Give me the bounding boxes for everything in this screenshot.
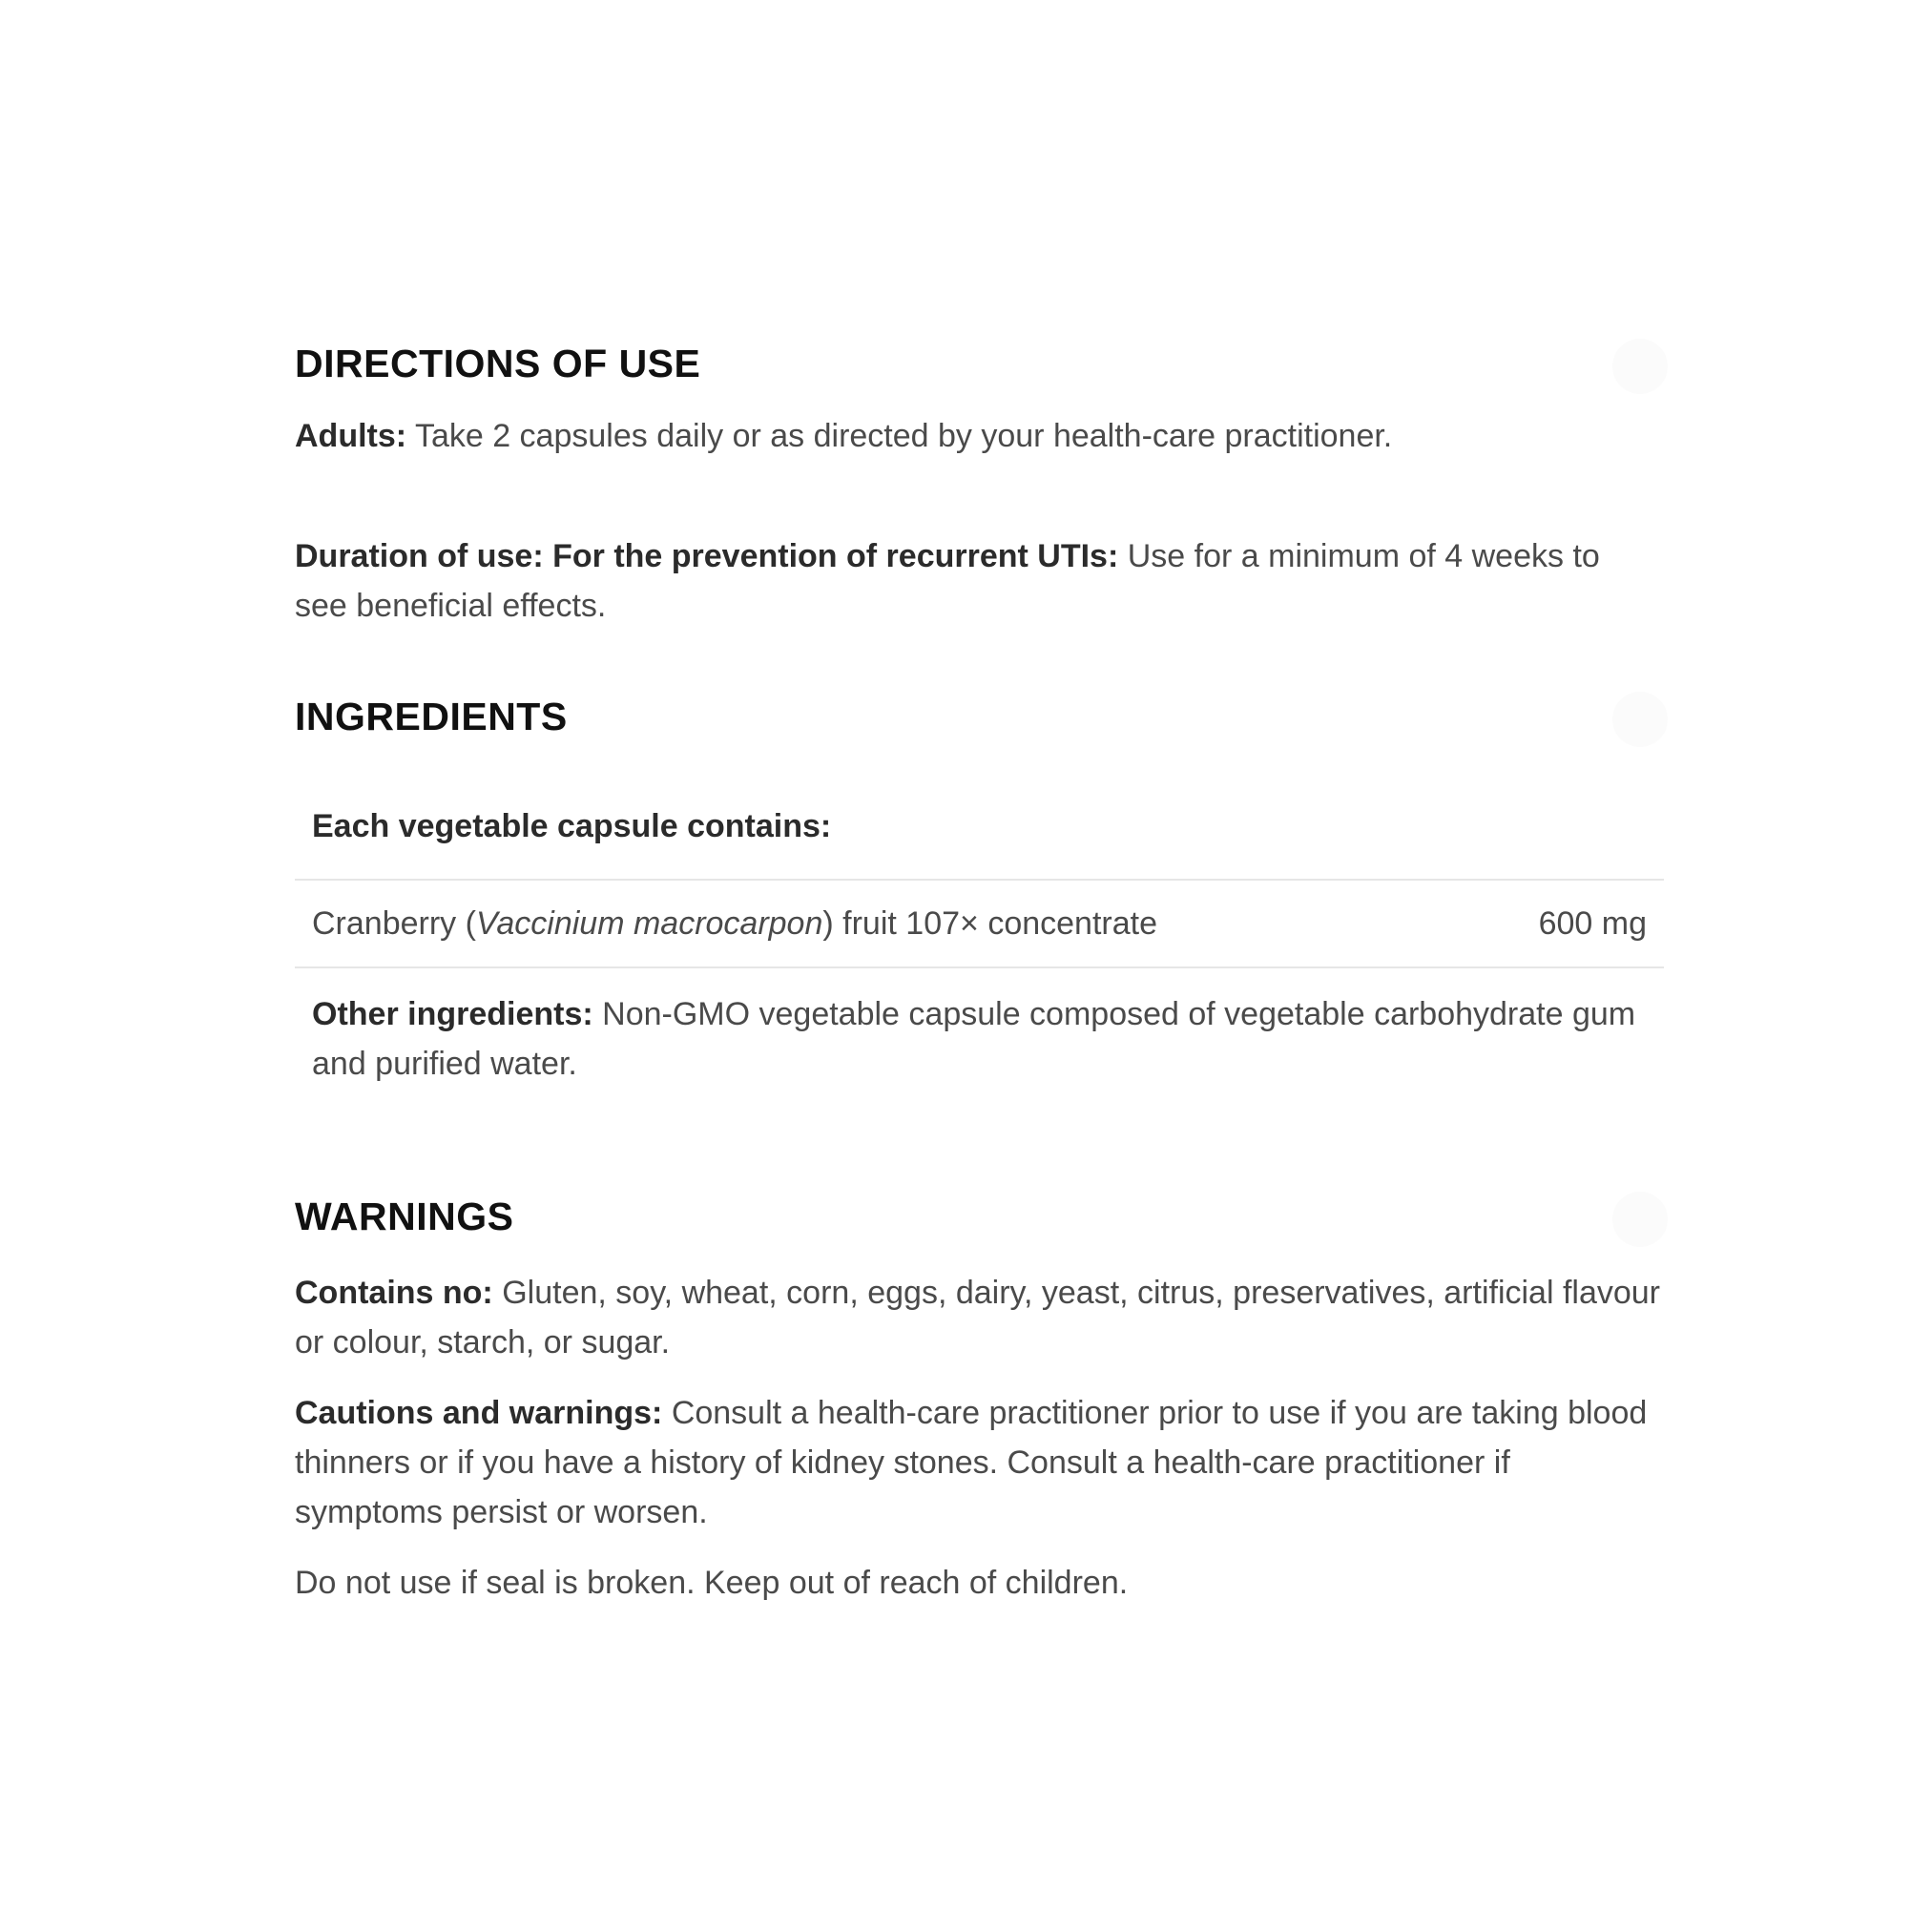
ingredient-name-suffix: ) fruit 107× concentrate xyxy=(822,904,1157,942)
adults-label: Adults: xyxy=(295,418,407,454)
directions-heading-text: DIRECTIONS OF USE xyxy=(295,342,701,385)
warnings-toggle-icon[interactable] xyxy=(1612,1192,1668,1247)
ingredient-latin-name: Vaccinium macrocarpon xyxy=(475,904,823,942)
ingredient-name-prefix: Cranberry ( xyxy=(312,904,476,942)
duration-of-use xyxy=(295,531,1659,631)
contains-no xyxy=(295,1268,1664,1367)
directions-heading xyxy=(295,339,1664,388)
ingredients-heading xyxy=(295,692,1664,741)
warnings-heading xyxy=(295,1192,1664,1241)
ingredients-table-header xyxy=(295,793,1664,881)
contains-no-text: Gluten, soy, wheat, corn, eggs, dairy, yeast, citrus, preservatives, artificial flavour or colour, starch, or sugar. xyxy=(295,1275,1661,1361)
cautions-and-warnings xyxy=(295,1388,1664,1537)
ingredients-heading-text: INGREDIENTS xyxy=(295,695,568,738)
duration-label: Duration of use: For the prevention of recurrent UTIs: xyxy=(295,538,1119,574)
ingredient-row xyxy=(295,881,1664,968)
table-header-text: Each vegetable capsule contains: xyxy=(312,807,832,844)
adults-text: Take 2 capsules daily or as directed by your health-care practitioner. xyxy=(414,418,1393,454)
ingredients-section xyxy=(295,692,1664,1089)
directions-section xyxy=(295,339,1664,631)
adults-dosage xyxy=(295,411,1664,461)
warnings-section xyxy=(295,1192,1664,1608)
other-ingredients-text: Non-GMO vegetable capsule composed of vegetable carbohydrate gum and purified water. xyxy=(312,996,1636,1082)
seal-warning: Do not use if seal is broken. Keep out of reach of children. xyxy=(295,1565,1129,1601)
ingredients-toggle-icon[interactable] xyxy=(1612,692,1668,747)
cautions-label: Cautions and warnings: xyxy=(295,1395,663,1431)
ingredient-name xyxy=(312,905,1157,943)
duration-text: Use for a minimum of 4 weeks to see beneficial effects. xyxy=(295,538,1600,624)
other-ingredients xyxy=(295,968,1664,1089)
product-info xyxy=(295,339,1664,1608)
ingredient-amount: 600 mg xyxy=(1538,904,1647,942)
other-ingredients-label: Other ingredients: xyxy=(312,996,593,1032)
warnings-heading-text: WARNINGS xyxy=(295,1195,514,1238)
cautions-text: Consult a health-care practitioner prior to use if you are taking blood thinners or if you have a history of kidney stones. Consult a health-care practitioner if symptoms persist or worsen. xyxy=(295,1395,1648,1530)
contains-no-label: Contains no: xyxy=(295,1275,493,1311)
ingredients-table xyxy=(295,793,1664,1089)
directions-toggle-icon[interactable] xyxy=(1612,339,1668,394)
